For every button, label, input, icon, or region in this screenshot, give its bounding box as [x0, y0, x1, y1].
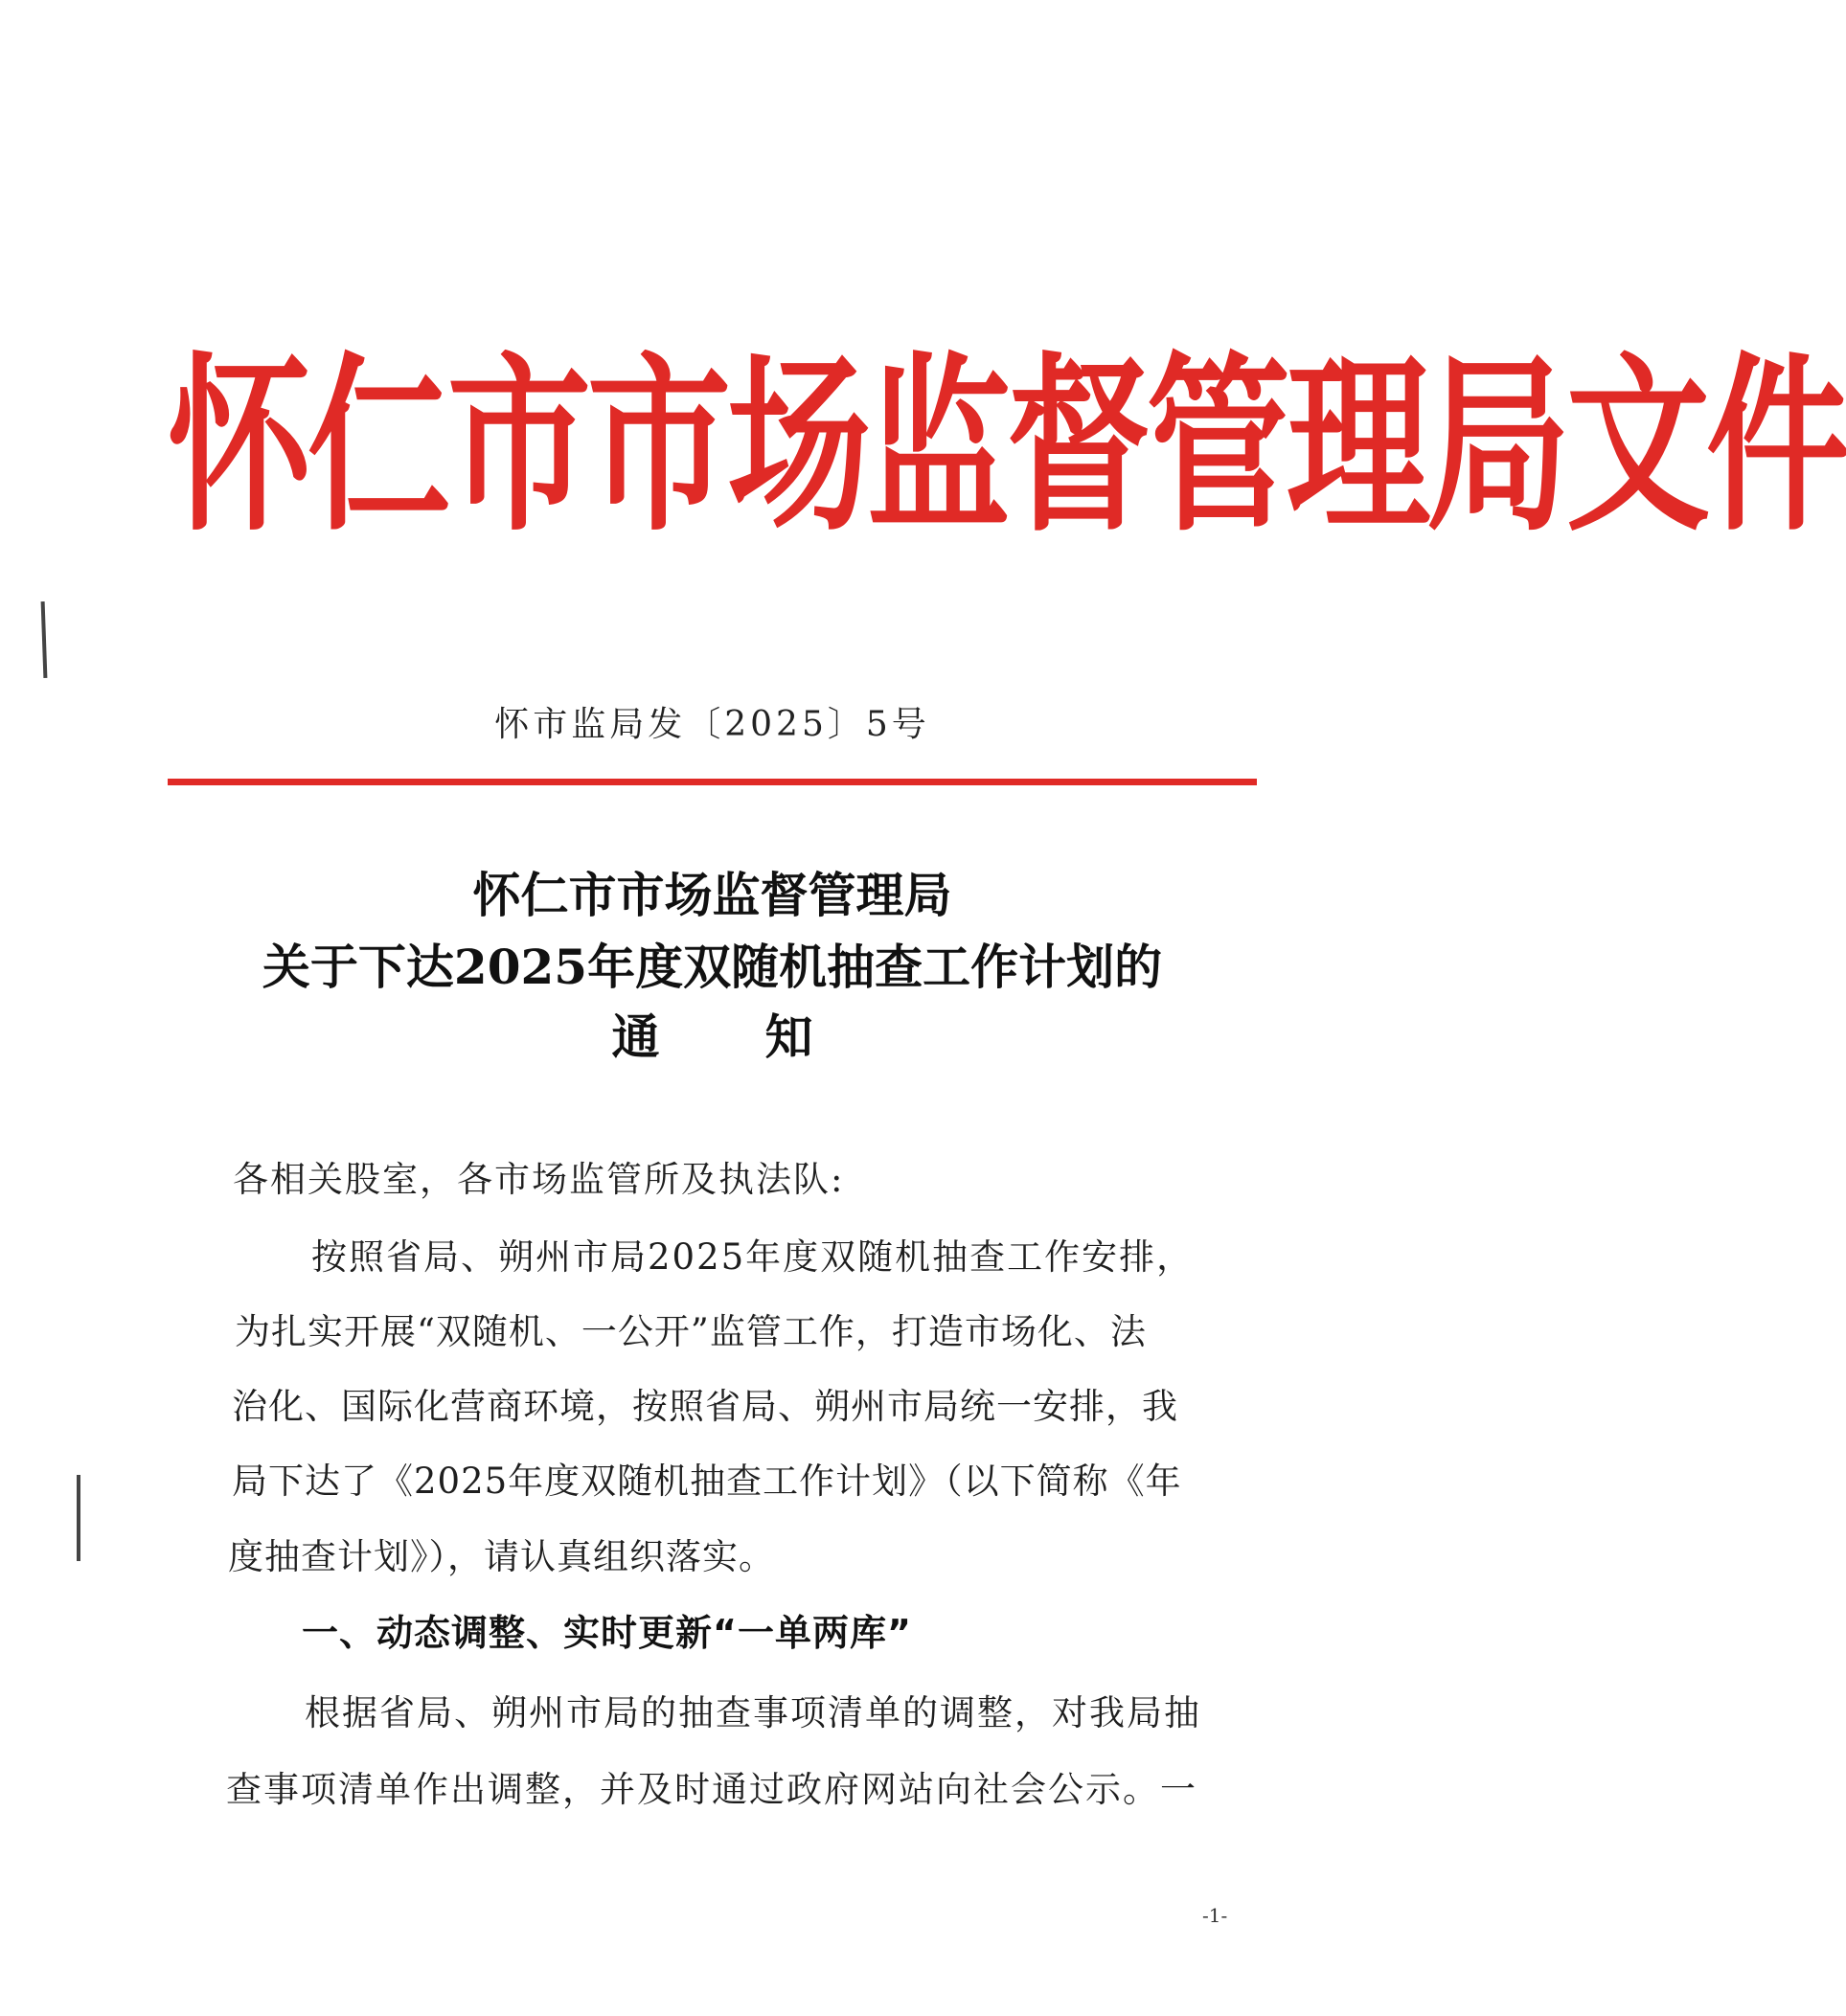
scan-mark — [41, 601, 48, 678]
paragraph-1-line-1: 按照省局、朔州市局2025年度双随机抽查工作安排， — [311, 1236, 1195, 1278]
notice-title-line-2: 关于下达2025年度双随机抽查工作计划的 — [262, 939, 1163, 995]
paragraph-2-line-2: 查事项清单作出调整，并及时通过政府网站向社会公示。一 — [226, 1769, 1197, 1810]
paragraph-1-line-4: 局下达了《2025年度双随机抽查工作计划》（以下简称《年 — [232, 1461, 1182, 1502]
page-number: -1- — [1202, 1904, 1228, 1927]
notice-title-line-3: 通知 — [611, 1008, 919, 1065]
document-header-title: 怀仁市市场监督管理局文件 — [168, 337, 1846, 557]
notice-title-line-1: 怀仁市市场监督管理局 — [472, 867, 952, 923]
paragraph-2-line-1: 根据省局、朔州市局的抽查事项清单的调整，对我局抽 — [305, 1692, 1201, 1733]
document-number: 怀市监局发〔2025〕5号 — [494, 705, 930, 744]
scan-mark — [77, 1475, 80, 1561]
salutation: 各相关股室，各市场监管所及执法队: — [233, 1159, 845, 1200]
red-divider-line — [168, 779, 1257, 785]
paragraph-1-line-3: 治化、国际化营商环境，按照省局、朔州市局统一安排，我 — [232, 1386, 1178, 1427]
paragraph-1-line-5: 度抽查计划》），请认真组织落实。 — [228, 1536, 775, 1577]
section-heading-1: 一、动态调整、实时更新“一单两库” — [302, 1612, 912, 1654]
paragraph-1-line-2: 为扎实开展“双随机、一公开”监管工作，打造市场化、法 — [235, 1311, 1147, 1352]
